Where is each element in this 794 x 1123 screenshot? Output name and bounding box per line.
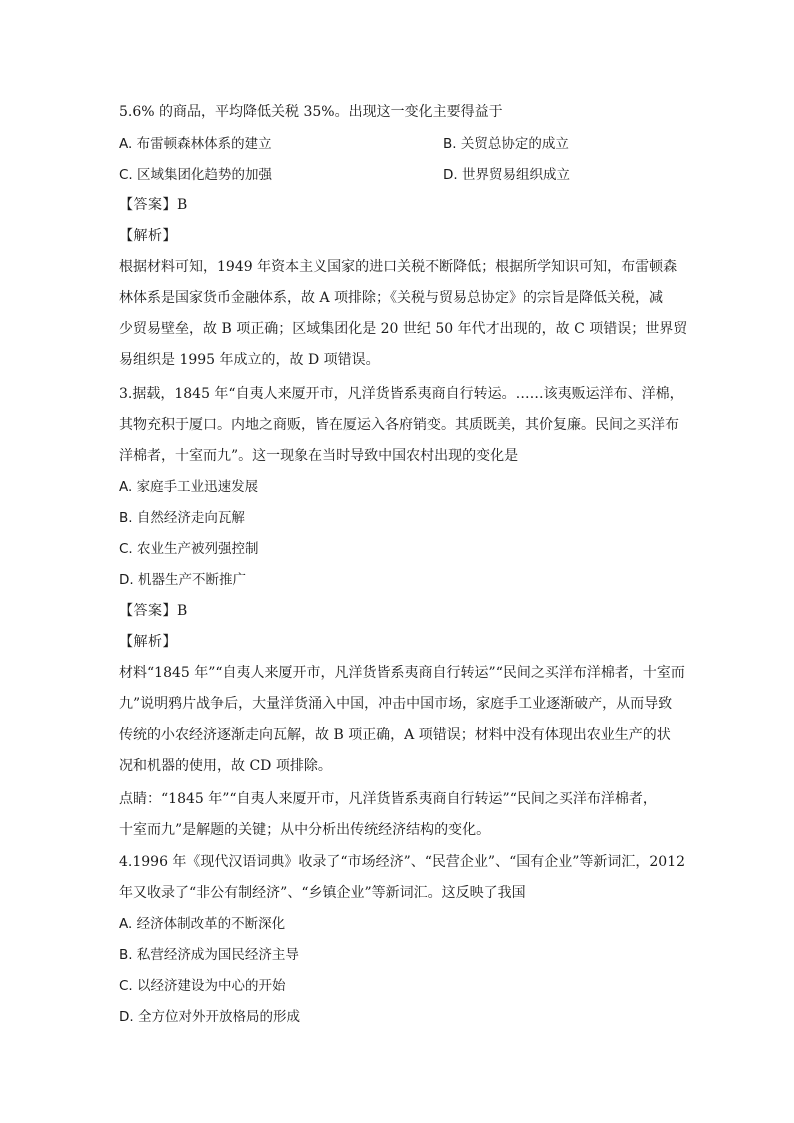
question-2-analysis-line: 林体系是国家货币金融体系，故 A 项排除；《关税与贸易总协定》的宗旨是降低关税，减 — [119, 290, 664, 306]
question-3-option-b: B. 自然经济走向瓦解 — [119, 510, 245, 526]
question-3-option-d: D. 机器生产不断推广 — [119, 572, 246, 588]
question-3-stem: 3.据载，1845 年“自夷人来厦开市，凡洋货皆系夷商自行转运。……该夷贩运洋布、洋棉， — [119, 386, 684, 402]
question-4-stem: 年又收录了“非公有制经济”、“乡镇企业”等新词汇。这反映了我国 — [119, 885, 526, 901]
question-4-option-b: B. 私营经济成为国民经济主导 — [119, 947, 299, 963]
question-3-tip-line: 点睛：“1845 年”“自夷人来厦开市，凡洋货皆系夷商自行转运”“民间之买洋布洋棉者， — [119, 791, 657, 807]
question-2-analysis-heading: 【解析】 — [119, 228, 177, 244]
question-2-stem-tail: 5.6% 的商品，平均降低关税 35%。出现这一变化主要得益于 — [119, 104, 503, 120]
question-3-analysis-line: 传统的小农经济逐渐走向瓦解，故 B 项正确，A 项错误；材料中没有体现出农业生产的状 — [119, 727, 671, 743]
question-3-answer: 【答案】B — [119, 603, 188, 619]
question-2-analysis-line: 根据材料可知，1949 年资本主义国家的进口关税不断降低；根据所学知识可知，布雷顿森 — [119, 259, 678, 275]
question-3-analysis-line: 况和机器的使用，故 CD 项排除。 — [119, 758, 332, 774]
question-4-option-c: C. 以经济建设为中心的开始 — [119, 978, 286, 994]
question-3-analysis-line: 材料“1845 年”“自夷人来厦开市，凡洋货皆系夷商自行转运”“民间之买洋布洋棉者，十室而 — [119, 665, 685, 681]
question-4-stem: 4.1996 年《现代汉语词典》收录了“市场经济”、“民营企业”、“国有企业”等新词汇，2012 — [119, 854, 686, 870]
question-2-option-d: D. 世界贸易组织成立 — [443, 167, 570, 183]
question-4-option-d: D. 全方位对外开放格局的形成 — [119, 1009, 300, 1025]
question-3-stem: 其物充积于厦口。内地之商贩，皆在厦运入各府销变。其质既美，其价复廉。民间之买洋布 — [119, 417, 679, 433]
question-2-option-a: A. 布雷顿森林体系的建立 — [119, 136, 272, 152]
question-2-analysis-line: 少贸易壁垒，故 B 项正确；区域集团化是 20 世纪 50 年代才出现的，故 C 项错误；世界贸 — [119, 321, 688, 337]
question-2-analysis-line: 易组织是 1995 年成立的，故 D 项错误。 — [119, 352, 380, 368]
question-3-analysis-heading: 【解析】 — [119, 634, 177, 650]
question-3-tip-line: 十室而九”是解题的关键；从中分析出传统经济结构的变化。 — [119, 822, 491, 838]
question-3-option-a: A. 家庭手工业迅速发展 — [119, 479, 259, 495]
question-2-option-b: B. 关贸总协定的成立 — [443, 136, 569, 152]
question-3-stem: 洋棉者，十室而九”。这一现象在当时导致中国农村出现的变化是 — [119, 448, 519, 464]
question-2-option-c: C. 区域集团化趋势的加强 — [119, 167, 273, 183]
question-4-option-a: A. 经济体制改革的不断深化 — [119, 916, 286, 932]
question-2-answer: 【答案】B — [119, 197, 188, 213]
question-3-analysis-line: 九”说明鸦片战争后，大量洋货涌入中国，冲击中国市场，家庭手工业逐渐破产，从而导致 — [119, 696, 673, 712]
question-3-option-c: C. 农业生产被列强控制 — [119, 541, 259, 557]
